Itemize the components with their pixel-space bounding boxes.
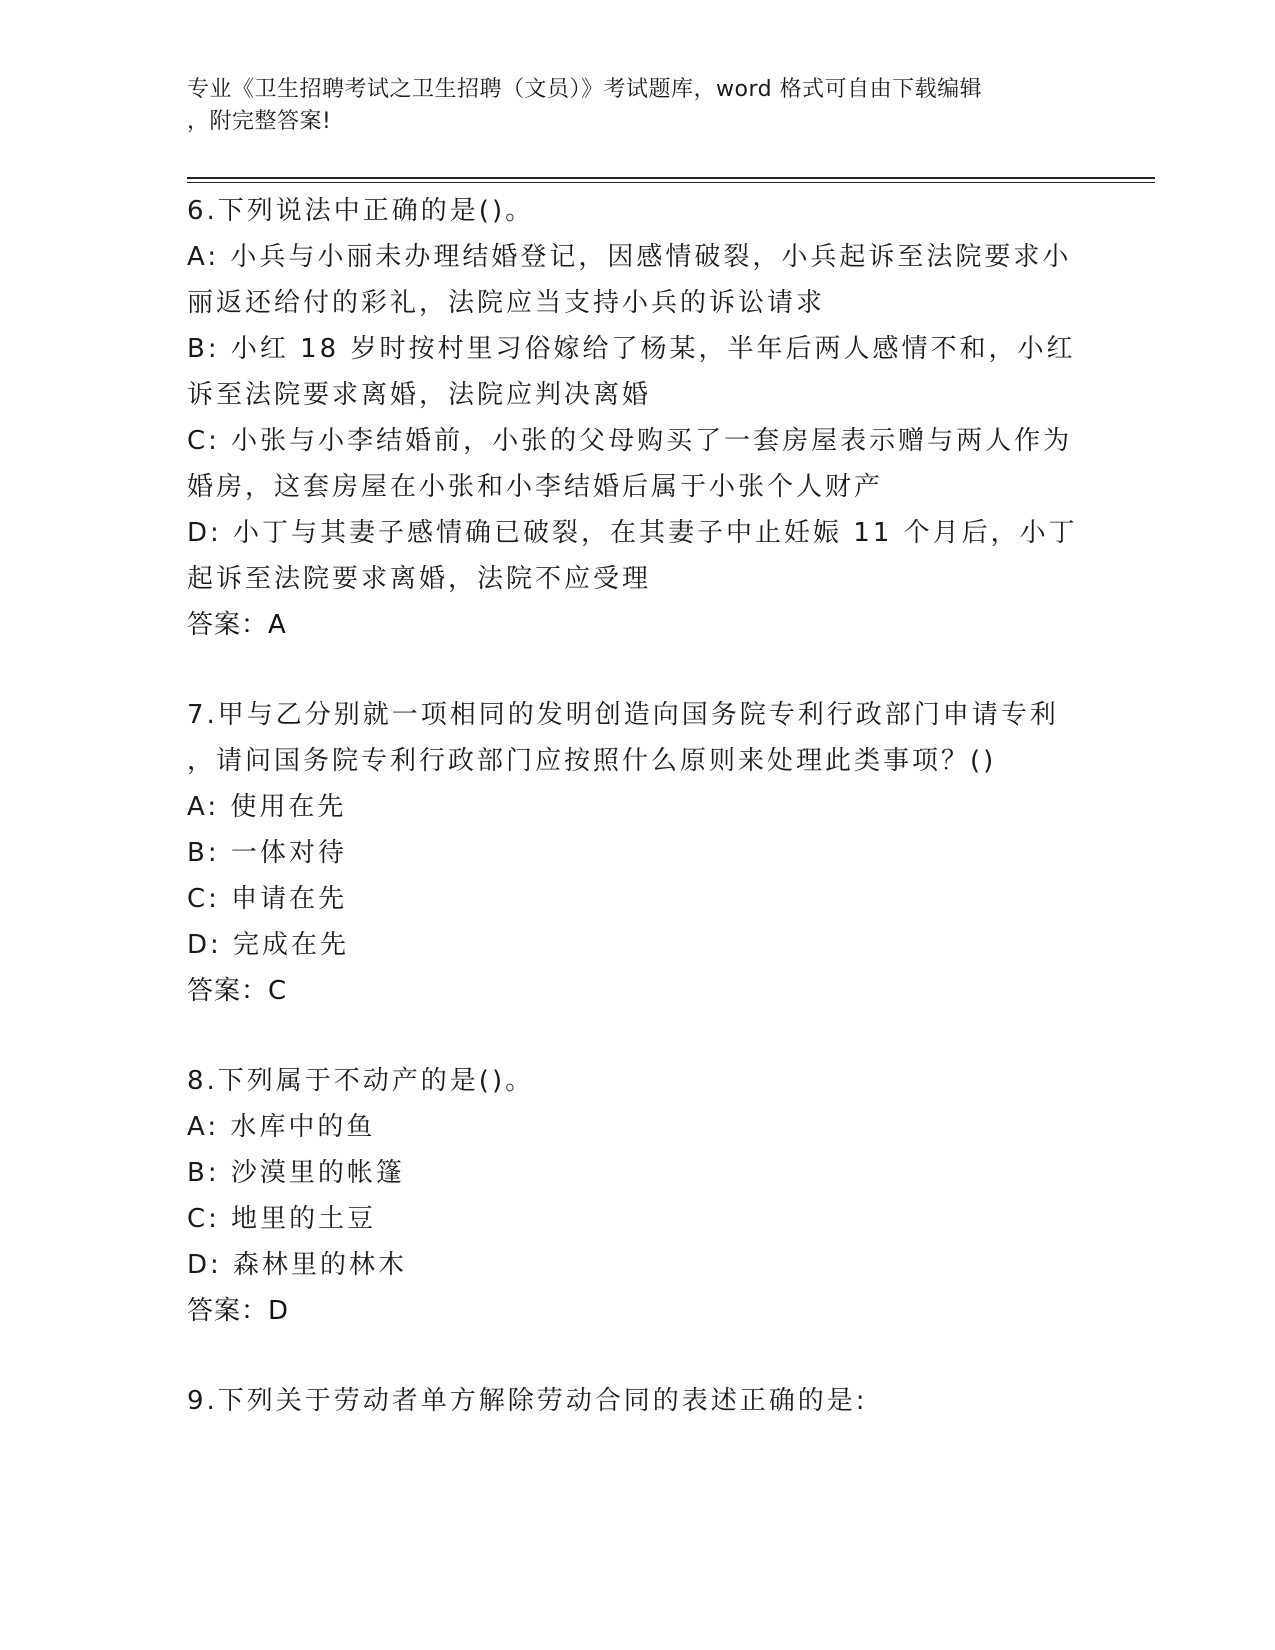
option-c-cont: 婚房，这套房屋在小张和小李结婚后属于小张个人财产 <box>187 472 884 502</box>
header-divider <box>187 177 1155 179</box>
option-a-cont: 丽返还给付的彩礼，法院应当支持小兵的诉讼请求 <box>187 288 826 318</box>
question-list <box>187 188 1087 1424</box>
question-8 <box>187 1058 1087 1334</box>
header-line: 专业《卫生招聘考试之卫生招聘（文员）》考试题库，word 格式可自由下载编辑 <box>187 77 983 102</box>
answer: 答案：A <box>187 610 287 640</box>
question-6 <box>187 188 1087 648</box>
answer: 答案：D <box>187 1296 290 1326</box>
option-b: B: 小红 18 岁时按村里习俗嫁给了杨某，半年后两人感情不和，小红 <box>187 334 1076 364</box>
question-stem: 6.下列说法中正确的是()。 <box>187 196 535 226</box>
option-d: D: 完成在先 <box>187 930 350 960</box>
option-b: B: 一体对待 <box>187 838 347 868</box>
question-stem: 9.下列关于劳动者单方解除劳动合同的表述正确的是: <box>187 1386 868 1416</box>
option-d: D: 森林里的林木 <box>187 1250 408 1280</box>
question-7 <box>187 692 1087 1014</box>
option-a: A: 使用在先 <box>187 792 347 822</box>
option-c: C: 小张与小李结婚前，小张的父母购买了一套房屋表示赠与两人作为 <box>187 426 1073 456</box>
question-stem: 8.下列属于不动产的是()。 <box>187 1066 535 1096</box>
option-d: D: 小丁与其妻子感情确已破裂，在其妻子中止妊娠 11 个月后，小丁 <box>187 518 1078 548</box>
question-9 <box>187 1378 1087 1424</box>
option-a: A: 水库中的鱼 <box>187 1112 376 1142</box>
option-a: A: 小兵与小丽未办理结婚登记，因感情破裂，小兵起诉至法院要求小 <box>187 242 1072 272</box>
option-b: B: 沙漠里的帐篷 <box>187 1158 405 1188</box>
question-gap <box>187 1014 1087 1058</box>
header-line: ，附完整答案! <box>187 109 332 134</box>
option-c: C: 申请在先 <box>187 884 348 914</box>
answer: 答案：C <box>187 976 288 1006</box>
question-gap <box>187 648 1087 692</box>
option-d-cont: 起诉至法院要求离婚，法院不应受理 <box>187 564 652 594</box>
option-b-cont: 诉至法院要求离婚，法院应判决离婚 <box>187 380 652 410</box>
document-header <box>187 74 1087 138</box>
option-c: C: 地里的土豆 <box>187 1204 377 1234</box>
question-stem: 7.甲与乙分别就一项相同的发明创造向国务院专利行政部门申请专利 <box>187 700 1059 730</box>
question-stem-cont: ，请问国务院专利行政部门应按照什么原则来处理此类事项？() <box>187 746 997 776</box>
header-divider-thin <box>187 182 1155 183</box>
question-gap <box>187 1334 1087 1378</box>
